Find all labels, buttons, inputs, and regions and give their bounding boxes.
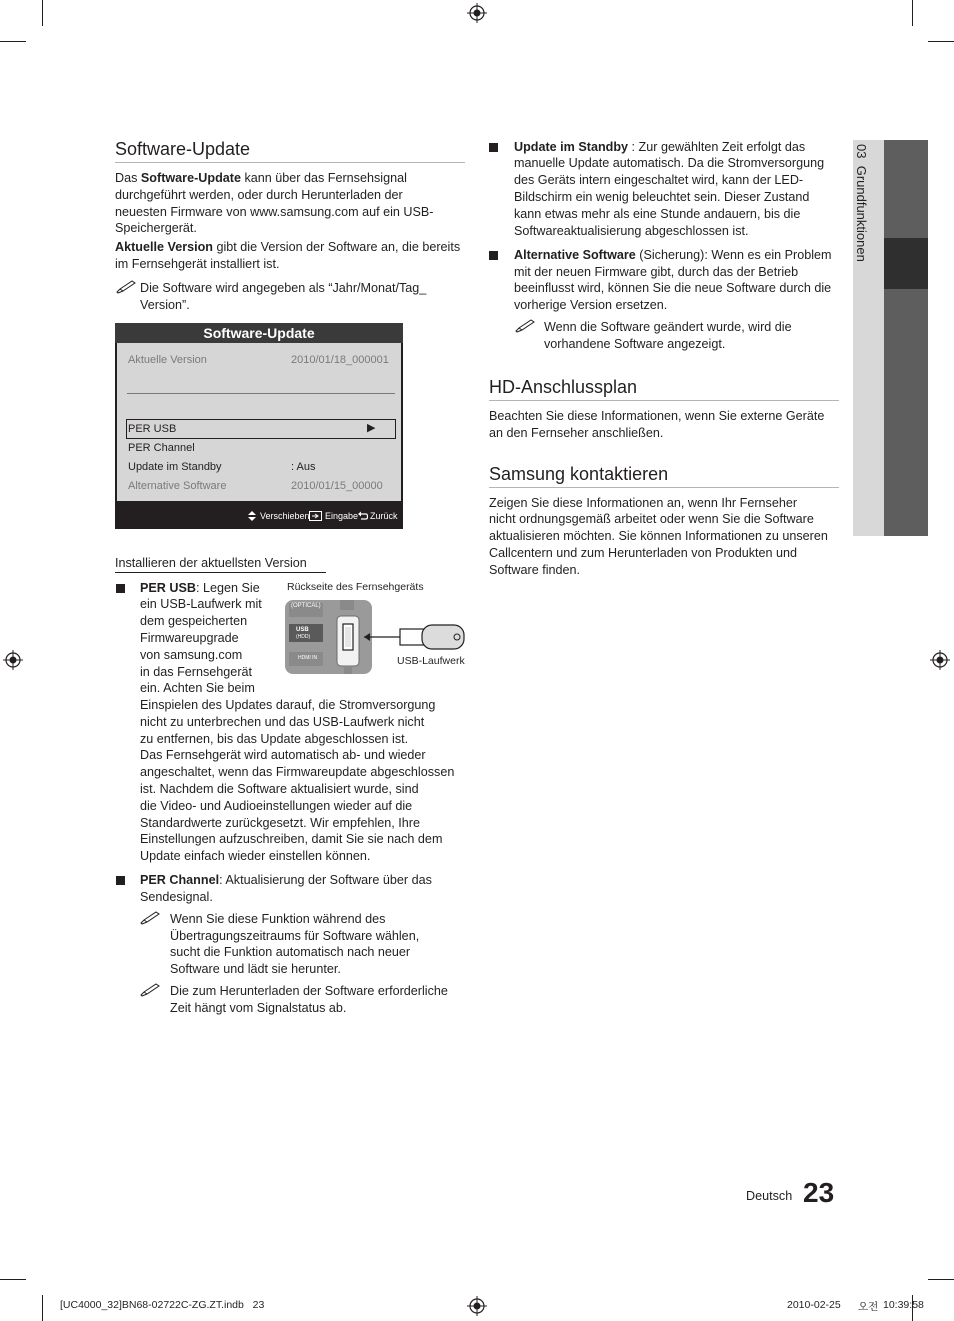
osd-software-update-menu (115, 323, 403, 529)
crop-mark (42, 1295, 43, 1321)
footer-time: 10:39:58 (883, 1299, 924, 1311)
crop-mark (928, 1279, 954, 1280)
alternative-line: beeinflusst wird, können Sie die neue Software durch die (514, 281, 832, 295)
note-pencil-icon (140, 983, 160, 997)
section-rule (489, 487, 839, 488)
section-rule (115, 162, 465, 163)
alternative-line: mit der neuen Firmware gibt, durch das der Betrieb (514, 265, 799, 279)
hd-text-line: an den Fernseher anschließen. (489, 426, 664, 440)
standby-line: Softwareaktualisierung abgeschlossen ist. (514, 224, 749, 238)
per-usb-line: nicht zu unterbrechen und das USB-Laufwerk nicht (140, 715, 425, 729)
per-usb-line: Update einfach wieder einstellen können. (140, 849, 371, 863)
per-usb-line: die Video- und Audioeinstellungen wieder auf die (140, 799, 413, 813)
note-2-line: Übertragungszeitraums für Software wählen, (170, 929, 420, 943)
intro-line-1: Das Software-Update kann über das Fernsehsignal (115, 171, 407, 185)
note-2-line: Software und lädt sie herunter. (170, 962, 341, 976)
per-usb-line: Einstellungen aufzuschreiben, damit Sie sie nach dem (140, 832, 443, 846)
section-title-contact: Samsung kontaktieren (489, 464, 669, 484)
osd-row-per-usb-arrow-icon: ▶ (367, 422, 376, 434)
registration-mark-icon (3, 650, 23, 670)
crop-mark (0, 1279, 26, 1280)
footer-language: Deutsch (746, 1189, 793, 1203)
chapter-tab-label (854, 144, 869, 262)
section-title-software-update: Software-Update (115, 139, 251, 159)
contact-text-line: Software finden. (489, 563, 581, 577)
note-1-line-2: Version”. (140, 298, 190, 312)
section-rule (489, 400, 839, 401)
note-2-line: Wenn Sie diese Funktion während des (170, 912, 386, 926)
standby-line-1: Update im Standby : Zur gewählten Zeit erfolgt das (514, 140, 806, 154)
current-version-line-1: Aktuelle Version gibt die Version der Software an, die bereits (115, 240, 461, 254)
note-2-line: sucht die Funktion automatisch nach neuer (170, 945, 411, 959)
chapter-number: 03 (854, 144, 869, 159)
osd-footer (115, 503, 403, 529)
bullet-square-icon (489, 143, 498, 152)
per-usb-line: Das Fernsehgerät wird automatisch ab- und wieder (140, 748, 426, 762)
port-hdd-label: (HDD) (296, 634, 311, 640)
chapter-tab-bar (884, 140, 928, 536)
standby-line: des Geräts intern eingeschaltet wird, kann der LED- (514, 173, 804, 187)
osd-row-standby-label[interactable]: Update im Standby (128, 461, 222, 473)
contact-text-line: Callcentern und zum Herunterladen von Produkten und (489, 546, 798, 560)
rear-of-tv-label: Rückseite des Fernsehgeräts (287, 581, 424, 593)
note-4-line: vorhandene Software angezeigt. (544, 337, 726, 351)
page-number: 23 (803, 1177, 835, 1208)
osd-footer-move: Verschieben (260, 511, 310, 521)
registration-mark-icon (467, 1296, 487, 1316)
note-3-line: Zeit hängt vom Signalstatus ab. (170, 1001, 347, 1015)
per-usb-line: Standardwerte zurückgesetzt. Wir empfehlen, Ihre (140, 816, 420, 830)
osd-row-alternative-label: Alternative Software (128, 480, 227, 492)
install-heading: Installieren der aktuellsten Version (115, 556, 307, 570)
usb-drive-label: USB-Laufwerk (397, 655, 465, 667)
note-3-line: Die zum Herunterladen der Software erforderliche (170, 984, 448, 998)
bullet-square-icon (489, 251, 498, 260)
per-usb-line-1: PER USB: Legen Sie (140, 581, 260, 595)
bullet-square-icon (116, 584, 125, 593)
footer-date: 2010-02-25 (787, 1299, 841, 1311)
standby-line: manuelle Update automatisch. Da die Stromversorgung (514, 156, 825, 170)
osd-row-standby-value: : Aus (291, 461, 316, 473)
move-arrows-icon (248, 511, 256, 521)
intro-line-4: Speichergerät. (115, 221, 197, 235)
standby-line: kann etwas mehr als eine Stunde andauern, bis die (514, 207, 801, 221)
per-usb-line: zu entfernen, bis das Update abgeschlossen ist. (140, 732, 409, 746)
crop-mark (42, 0, 43, 26)
footer-file-info: [UC4000_32]BN68-02722C-ZG.ZT.indb 23 (60, 1299, 265, 1311)
enter-icon (309, 511, 322, 521)
note-1-line-1: Die Software wird angegeben als “Jahr/Monat/Tag_ (140, 281, 427, 295)
per-usb-line: angeschaltet, wenn das Firmwareupdate abgeschlossen (140, 765, 455, 779)
current-version-line-2: im Fernsehgerät installiert ist. (115, 257, 280, 271)
osd-footer-enter: Eingabe (325, 511, 359, 521)
bullet-square-icon (116, 876, 125, 885)
per-usb-line: dem gespeicherten (140, 614, 248, 628)
osd-row-current-version-value: 2010/01/18_000001 (291, 354, 389, 366)
section-title-hd-plan: HD-Anschlussplan (489, 377, 638, 397)
install-heading-underline (115, 572, 326, 573)
intro-line-3: neuesten Firmware von www.samsung.com auf ein USB- (115, 205, 434, 219)
osd-panel (117, 343, 401, 501)
crop-mark (928, 41, 954, 42)
note-pencil-icon (140, 911, 160, 925)
crop-mark (912, 0, 913, 26)
osd-separator (127, 393, 395, 394)
port-usb-label: USB (296, 627, 309, 633)
footer-time-prefix: 오전 (858, 1301, 879, 1313)
per-usb-line: ein USB-Laufwerk mit (140, 597, 262, 611)
standby-line: Bildschirm ein wenig beleuchtet sein. Dieser Zustand (514, 190, 810, 204)
return-icon (358, 511, 368, 521)
contact-text-line: aktualisieren möchten. Sie können Informationen zu unseren (489, 529, 828, 543)
note-pencil-icon (116, 280, 136, 294)
note-pencil-icon (515, 319, 535, 333)
hd-text-line: Beachten Sie diese Informationen, wenn Sie externe Geräte (489, 409, 825, 423)
registration-mark-icon (467, 3, 487, 23)
per-usb-line: von samsung.com (140, 648, 243, 662)
port-hdmi-label: HDMI IN (298, 655, 318, 661)
alternative-line-1: Alternative Software (Sicherung): Wenn es ein Problem (514, 248, 832, 262)
osd-row-per-channel-label[interactable]: PER Channel (128, 442, 195, 454)
per-usb-line: Firmwareupgrade (140, 631, 239, 645)
osd-footer-back: Zurück (370, 511, 398, 521)
registration-mark-icon (930, 650, 950, 670)
contact-text-line: nicht ordnungsgemäß arbeitet oder wenn Sie die Software (489, 512, 814, 526)
note-4-line: Wenn die Software geändert wurde, wird die (544, 320, 792, 334)
intro-line-2: durchgeführt werden, oder durch Herunterladen der (115, 188, 403, 202)
crop-mark (0, 41, 26, 42)
per-channel-line-1: PER Channel: Aktualisierung der Software über das (140, 873, 432, 887)
per-usb-line: ist. Nachdem die Software aktualisiert wurde, sind (140, 782, 419, 796)
osd-row-per-usb-label[interactable]: PER USB (128, 423, 177, 435)
chapter-tab-marker (884, 238, 928, 289)
per-channel-line-2: Sendesignal. (140, 890, 213, 904)
port-optical-label: (OPTICAL) (291, 603, 321, 609)
contact-text-line: Zeigen Sie diese Informationen an, wenn Ihr Fernseher (489, 496, 798, 510)
osd-row-current-version-label: Aktuelle Version (128, 354, 207, 366)
alternative-line: vorherige Version ersetzen. (514, 298, 668, 312)
chapter-name: Grundfunktionen (854, 165, 869, 262)
osd-row-alternative-value: 2010/01/15_00000 (291, 480, 383, 492)
osd-title: Software-Update (115, 323, 403, 343)
per-usb-line: Einspielen des Updates darauf, die Stromversorgung (140, 698, 436, 712)
per-usb-line: ein. Achten Sie beim (140, 681, 255, 695)
per-usb-line: in das Fernsehgerät (140, 665, 253, 679)
